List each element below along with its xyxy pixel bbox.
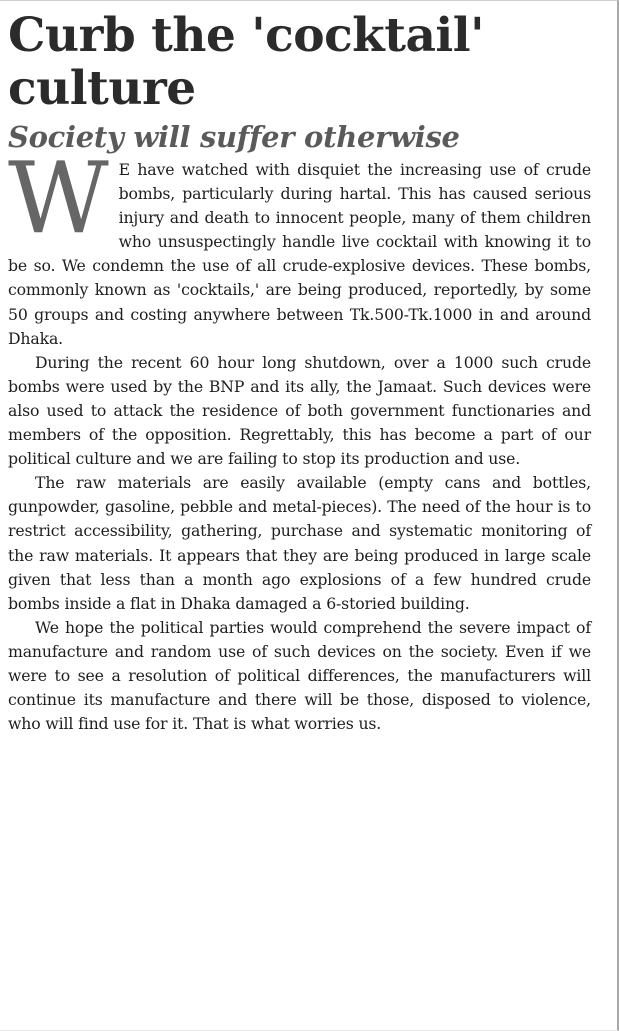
paragraph-2: During the recent 60 hour long shutdown, over a 1000 such crude bombs were used by the BNP and its ally, the Jamaat. Such devices were also used to attack the residence of both government functionaries and members of the opposition. Regrettably, this has become a part of our political culture and we are failing to stop its production and use. <box>8 352 591 469</box>
paragraph-4: We hope the political parties would comprehend the severe impact of manufacture and random use of such devices on the society. Even if we were to see a resolution of political differences, the manufacturers will continue its manufacture and there will be those, disposed to violence, who will find use for it. That is what worries us. <box>8 617 591 734</box>
paragraph-3: The raw materials are easily available (empty cans and bottles, gunpowder, gasoline, pebble and metal-pieces). The need of the hour is to restrict accessibility, gathering, purchase and systematic monitoring of the raw materials. It appears that they are being produced in large scale given that less than a month ago explosions of a few hundred crude bombs inside a flat in Dhaka damaged a 6-storied building. <box>8 473 591 613</box>
article-body <box>8 142 591 736</box>
drop-cap: W <box>8 142 109 256</box>
subheadline: Society will suffer otherwise <box>8 120 460 154</box>
paragraph-1-text: E have watched with disquiet the increasing use of crude bombs, particularly during hartal. This has caused serious injury and death to innocent people, many of them children who unsuspectingly handle live cocktail with knowing it to be so. We condemn the use of all crude-explosive devices. These bombs, commonly known as 'cocktails,' are being produced, reportedly, by some 50 groups and costing anywhere between Tk.500-Tk.1000 in and around Dhaka. <box>8 160 591 348</box>
paragraph-1 <box>8 142 591 351</box>
headline: Curb the 'cocktail' culture <box>8 8 485 116</box>
editorial-article <box>8 9 591 736</box>
